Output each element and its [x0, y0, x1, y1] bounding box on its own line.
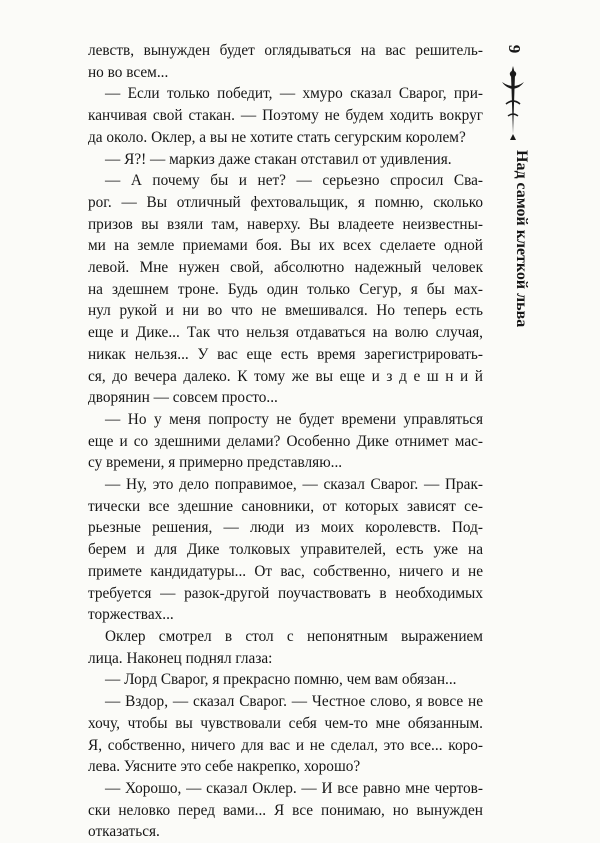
text-line: еще и со здешними делами? Особенно Дике отнимет мас- — [88, 432, 483, 450]
sword-ornament-icon — [498, 64, 528, 142]
text-line: — Лорд Сварог, я прекрасно помню, чем вам обязан... — [105, 671, 457, 689]
text-line: ся, до вечера далеко. К тому же вы еще и з д е ш н и й — [88, 367, 483, 385]
text-line: — Но у меня попросту не будет времени управляться — [105, 410, 483, 428]
text-line: лица. Наконец поднял глаза: — [88, 649, 273, 667]
text-line: никак нельзя... У вас еще есть время зарегистрировать- — [88, 345, 483, 363]
text-line: ми на земле приемами боя. Вы их всех сделаете одной — [88, 237, 483, 255]
text-line: дворянин — совсем просто... — [88, 389, 278, 407]
text-line: берем и для Дике толковых управителей, есть уже на — [88, 541, 483, 559]
text-line: — Ну, это дело поправимое, — сказал Сварог. — Прак- — [105, 476, 483, 494]
text-line: канчивая свой стакан. — Поэтому не будем ходить вокруг — [88, 107, 483, 125]
text-line: рог. — Вы отличный фехтовальщик, я помню, сколько — [88, 193, 483, 211]
text-line: но во всем... — [88, 63, 169, 81]
text-line: отказаться. — [88, 823, 160, 841]
text-line: рьезные решения, — люди из моих королевств. Под- — [88, 519, 483, 537]
running-title: Над самой клеткой льва — [513, 150, 530, 328]
text-line: хочу, чтобы вы чувствовали себя чем-то мне обязанным. — [88, 714, 483, 732]
text-line: тически все здешние сановники, от которых зависят се- — [88, 497, 483, 515]
text-line: торжествах... — [88, 606, 174, 624]
text-line: — Я?! — маркиз даже стакан отставил от удивления. — [105, 150, 452, 168]
text-line: ски неловко перед вами... Я все понимаю, но вынужден — [88, 801, 483, 819]
text-line: Я, собственно, ничего для вас и не сделал, это все... коро- — [88, 736, 483, 754]
text-line: — Хорошо, — сказал Оклер. — И все равно мне чертов- — [105, 779, 483, 797]
text-line: лева. Уясните это себе накрепко, хорошо? — [88, 758, 361, 776]
text-line: левой. Мне нужен свой, абсолютно надежный человек — [88, 259, 483, 277]
text-line: призов вы взяли там, наверху. Вы владеете неизвестны- — [88, 215, 483, 233]
text-line: на здешнем троне. Будь один только Сегур, я бы мах- — [88, 280, 483, 298]
page-number: 9 — [505, 44, 524, 54]
text-line: левств, вынужден будет оглядываться на вас решитель- — [88, 42, 483, 59]
text-line: — Если только победит, — хмуро сказал Сварог, при- — [105, 85, 483, 103]
text-line: еще и Дике... Так что нельзя отдаваться на волю случая, — [88, 324, 483, 342]
text-line: Оклер смотрел в стол с непонятным выражением — [105, 627, 483, 645]
text-line: примете кандидатуры... От вас, собственно, ничего и не — [88, 562, 483, 580]
text-line: требуется — разок-другой поучаствовать в необходимых — [88, 584, 483, 602]
text-line: су времени, я примерно представляю... — [88, 454, 343, 472]
text-line: да около. Оклер, а вы не хотите стать сегурским королем? — [88, 128, 466, 146]
body-text — [88, 40, 483, 843]
text-line: — А почему бы и нет? — серьезно спросил Сва- — [105, 172, 483, 190]
text-line: нул рукой и ни во что не вмешивался. Но теперь есть — [88, 302, 483, 320]
text-line: — Вздор, — сказал Сварог. — Честное слово, я вовсе не — [105, 693, 483, 711]
